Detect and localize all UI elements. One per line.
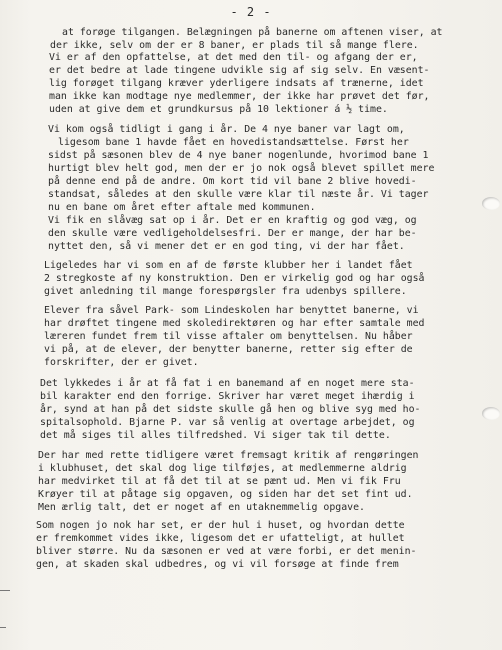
text-line: Som nogen jo nok har set, er der hul i huset, og hvordan dette: [36, 520, 405, 531]
text-line: bliver større. Nu da sæsonen er ved at være forbi, er det menin-: [36, 546, 417, 557]
text-line: Ligeledes har vi som en af de første klubber her i landet fået: [44, 260, 413, 271]
text-line: hurtigt blev helt god, men der er jo nok også blevet spillet mere: [48, 163, 435, 174]
margin-mark: [0, 590, 10, 591]
text-line: forskrifter, der er givet.: [44, 357, 199, 368]
text-line: har medvirket til at få det til at se pænt ud. Men vi fik Fru: [38, 476, 401, 487]
text-line: den skulle være vedligeholdelsesfri. Der er mange, der har be-: [48, 228, 417, 239]
text-line: sidst på sæsonen blev de 4 nye baner nogenlunde, hvorimod bane 1: [48, 150, 429, 161]
text-line: Elever fra såvel Park- som Lindeskolen har benyttet banerne, vi: [44, 305, 419, 316]
text-line: Vi er af den opfattelse, at det med den til- og afgang der er,: [49, 52, 418, 63]
text-line: man ikke kan modtage nye medlemmer, der ikke har prøvet det før,: [49, 91, 430, 102]
text-line: gen, at skaden skal udbedres, og vi vil forsøge at finde frem: [36, 559, 399, 570]
text-line: Krøyer til at påtage sig opgaven, og siden har det set fint ud.: [38, 489, 413, 500]
text-line: er det bedre at lade tingene udvikle sig af sig selv. En væsent-: [49, 65, 430, 76]
text-line: det må siges til alles tilfredshed. Vi siger tak til dette.: [40, 430, 391, 441]
punch-hole: [482, 407, 500, 420]
margin-mark: [0, 627, 6, 628]
text-line: i klubhuset, det skal dog lige tilføjes, at medlemmerne aldrig: [38, 463, 407, 474]
page-number: - 2 -: [230, 5, 272, 19]
punch-hole: [482, 197, 500, 210]
text-line: læreren fundet frem til visse aftaler om benyttelsen. Nu håber: [44, 331, 413, 342]
text-line: givet anledning til mange forespørgsler fra udenbys spillere.: [44, 286, 407, 297]
text-line: har drøftet tingene med skoledirektøren og har efter samtale med: [44, 318, 425, 329]
text-line: ligesom bane 1 havde fået en hovedistandsættelse. Først her: [58, 137, 409, 148]
text-line: bil karakter end den forrige. Skriver har været meget ihærdig i: [40, 391, 415, 402]
text-line: nyttet den, så vi mener det er en god ting, vi der har fået.: [48, 241, 405, 252]
text-line: år, synd at han på det sidste skulle gå hen og blive syg med ho-: [40, 404, 421, 415]
text-line: 2 stregkoste af ny konstruktion. Den er virkelig god og har også: [44, 273, 425, 284]
text-line: at forøge tilgangen. Belægningen på banerne om aftenen viser, at: [62, 27, 443, 38]
text-line: standsat, således at den skulle være klar til næste år. Vi tager: [48, 189, 429, 200]
text-line: på denne end på de andre. Om kort tid vil bane 2 blive hovedi-: [48, 176, 417, 187]
text-line: er fremkommet vides ikke, ligesom det er ufatteligt, at hullet: [36, 533, 405, 544]
text-line: Der har med rette tidligere været fremsagt kritik af rengøringen: [38, 450, 419, 461]
text-line: lig forøget tilgang kræver yderligere indsats af trænerne, idet: [49, 78, 424, 89]
text-line: uden at give dem et grundkursus på 10 lektioner á ½ time.: [49, 104, 388, 115]
text-line: Det lykkedes i år at få fat i en banemand af en noget mere sta-: [40, 378, 415, 389]
text-line: der ikke, selv om der er 8 baner, er plads til så mange flere.: [50, 40, 419, 51]
text-line: Men ærlig talt, det er noget af en utaknemmelig opgave.: [38, 502, 365, 513]
text-line: Vi fik en slåvæg sat op i år. Det er en kraftig og god væg, og: [48, 215, 417, 226]
text-line: nu en bane om året efter aftale med kommunen.: [48, 202, 316, 213]
text-line: Vi kom også tidligt i gang i år. De 4 nye baner var lagt om,: [48, 124, 405, 135]
text-line: spitalsophold. Bjarne P. var så venlig at overtage arbejdet, og: [40, 417, 415, 428]
text-line: vi på, at de elever, der benytter banerne, retter sig efter de: [44, 344, 413, 355]
